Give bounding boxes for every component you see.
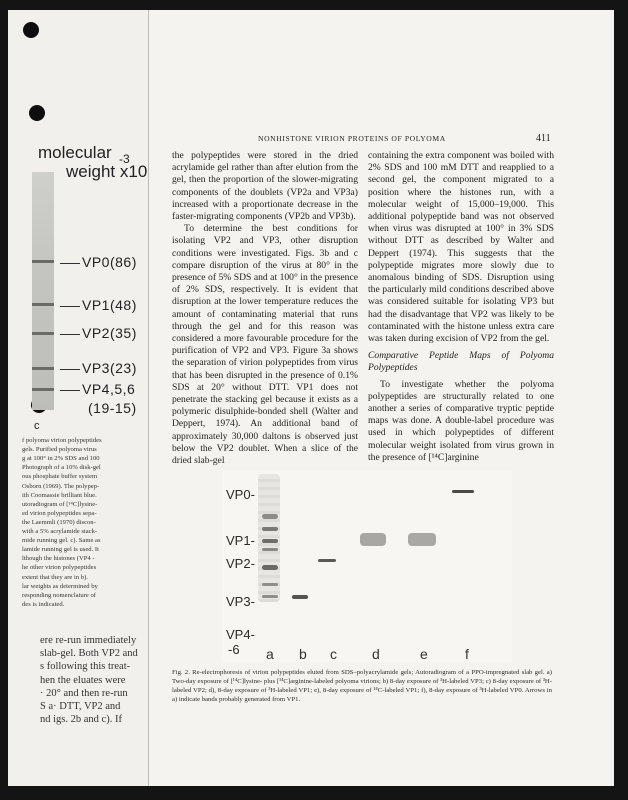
text-line: ere re-run immediately (40, 635, 137, 646)
marker-label-vp1: VP1(48) (82, 297, 137, 313)
molecular-weight-exponent: -3 (119, 152, 130, 166)
lane-a-band-vp1 (262, 514, 278, 519)
gel-label-vp3: VP3- (226, 594, 255, 609)
text-line: slab-gel. Both VP2 and (40, 648, 138, 660)
gel-band-vp0 (32, 260, 54, 263)
lane-label-f: f (465, 646, 469, 662)
page-number: 411 (536, 133, 551, 144)
legend-line: responding nomenclature of (22, 591, 96, 599)
gel-label-vp2: VP2- (226, 556, 255, 571)
lane-a-band (262, 527, 278, 531)
marker-arrow-vp0 (60, 263, 80, 264)
legend-line: ith Coomassie brilliant blue. (22, 491, 97, 499)
lane-e-band-vp1 (408, 533, 436, 546)
section-subheading: Comparative Peptide Maps of Polyoma Polypeptides (368, 350, 554, 374)
marker-label-vp2: VP2(35) (82, 325, 137, 341)
legend-line: ous phosphate buffer system (22, 473, 98, 481)
lane-a-band-vp4 (262, 595, 278, 598)
left-text-column (172, 150, 358, 467)
legend-line: Photograph of a 10% disk-gel (22, 464, 101, 472)
lane-b-band-vp3 (292, 595, 308, 599)
marker-label-vp4-6: VP4,5,6 (82, 381, 136, 397)
lane-c-band-vp2 (318, 559, 336, 562)
legend-line: f polyoma virion polypeptides (22, 437, 102, 444)
lane-label-c: c (330, 646, 337, 662)
lane-label-e: e (420, 646, 428, 662)
lane-a-band (262, 548, 278, 551)
lane-label-a: a (266, 646, 274, 662)
gel-label-vp1: VP1- (226, 533, 255, 548)
gel-band-vp4 (32, 388, 54, 391)
paragraph: the polypeptides were stored in the dried acrylamide gel rather than after elution from the gel, then the proportion of the slower-migrating components of the doublets (VP2a and VP3a) increased with a proportionate decrease in the faster-migrating components (VP2b and VP3b). (172, 150, 358, 223)
gel-band-vp2 (32, 332, 54, 335)
legend-line: he other virion polypeptides (22, 564, 97, 572)
text-line: nd igs. 2b and c). If (40, 714, 122, 726)
marker-label-vp4-6-range: (19-15) (88, 400, 137, 416)
marker-label-vp3: VP3(23) (82, 360, 137, 376)
punch-hole-top (23, 22, 39, 38)
text-line: hen the eluates were (40, 674, 126, 686)
lane-label-d: d (372, 646, 380, 662)
marker-arrow-vp2 (60, 334, 80, 335)
paragraph: To determine the best conditions for isolating VP2 and VP3, other disruption conditions were investigated. Figs. 3b and c compare disruption of the virus at 80° in the presence of 5% SDS and at 100° in the presence of 2% SDS, respectively. It is evident that disruption at the lower temperature reduces the amount of contaminating material that runs through the gel and for this reason was considered a more favourable procedure for the purification of VP2 and VP3. Figure 3a shows the separation of virion polypeptides from virus that has been disrupted in the presence of 0.1% SDS at 20° without DTT. VP1 does not penetrate the stacking gel because it exists as a polymeric disulphide-bonded shell (Walter and Deppert, 1974). An additional band of approximately 30,000 daltons is observed just below the VP2 doublet. When a slice of the dried slab-gel (172, 223, 358, 467)
figure2-gel-image (222, 470, 512, 662)
panel-label: c (34, 420, 40, 432)
paragraph: containing the extra component was boiled with 2% SDS and 100 mM DTT and reapplied to a second gel, the component migrated to a position where the histones run, with a molecular weight of 15,000–19,000. This additional polypeptide band was not observed when virus was disrupted at 100° in 3% SDS without DTT as described by Walter and Deppert (1974). This suggests that the polypeptide migrates more slowly due to anomalous binding of SDS. Disruption using the particularly mild conditions described above was considered suitable for isolating VP3 but had the disadvantage that VP2 was likely to be contaminated with the histone unless extra care was taken during excision of VP2 from the gel. (368, 150, 554, 345)
lane-label-b: b (299, 646, 307, 662)
legend-line: lthough the histones (VP4 - (22, 555, 95, 563)
legend-line: the Laemmli (1970) discon- (22, 518, 96, 526)
figure2-caption: Fig. 2. Re-electrophoresis of virion polypeptides eluted from SDS–polyacrylamide gels; Autoradiogram of a PPO-impregnated slab gel. a) Two-day exposure of [¹⁴C]lysine- plus [¹⁴C]arginine-labeled polyoma virions; b) 8-day exposure of ³H-labeled VP3; c) 8-day exposure of ³H-labeled VP2; d), 8-day exposure of ³H-labeled VP1; e), 8-day exposure of ¹⁴C-labeled VP1; f), 8-day exposure of ³H-labeled VP0. Arrows in a) indicate bands probably generated from VP1. (172, 669, 552, 703)
right-text-column (368, 150, 554, 464)
molecular-weight-title: molecular (38, 143, 112, 162)
marker-label-vp0: VP0(86) (82, 254, 137, 270)
gel-label-vp0: VP0- (226, 487, 255, 502)
disk-gel-strip (32, 172, 54, 410)
marker-arrow-vp4 (60, 390, 80, 391)
lane-d-band-vp1 (360, 533, 386, 546)
paragraph: To investigate whether the polyoma polypeptides are structurally related to one another a series of comparative tryptic peptide maps was done. A double-label procedure was used in which polypeptides of different molecular weight isolated from virus grown in the presence of [¹⁴C]arginine (368, 378, 554, 463)
gel-band-vp1 (32, 303, 54, 306)
lane-a-band-vp2 (262, 539, 278, 543)
legend-line: des is indicated. (22, 600, 65, 608)
punch-hole-upper (29, 105, 45, 121)
legend-line: with a 5% acrylamide stack- (22, 528, 98, 535)
gel-label-vp4: VP4- (226, 627, 255, 642)
text-line: · 20° and then re-run (40, 687, 128, 699)
legend-line: mide running gel. c). Same as (22, 537, 101, 545)
text-line: s following this treat- (40, 661, 131, 673)
legend-line: utoradiogram of [¹⁴C]lysine- (22, 500, 98, 508)
lane-a-band-vp3 (262, 565, 278, 570)
legend-line: lamide running gel is used. It (22, 546, 99, 554)
legend-line: g at 100° in 2% SDS and 100 (22, 455, 100, 463)
marker-arrow-vp1 (60, 306, 80, 307)
legend-line: Osborn (1969). The polypep- (22, 482, 100, 490)
legend-line: lar weights as determined by (22, 582, 98, 590)
legend-line: gels. Purified polyoma virus (22, 446, 97, 454)
running-title: NONHISTONE VIRION PROTEINS OF POLYOMA (258, 134, 446, 143)
lane-a-band (262, 583, 278, 586)
marker-arrow-vp3 (60, 369, 80, 370)
legend-line: extent that they are in b). (22, 573, 88, 581)
text-line: S a· DTT, VP2 and (40, 701, 121, 712)
legend-line: ed virion polypeptides sepa- (22, 509, 97, 517)
gel-label-vp6: -6 (228, 642, 240, 657)
molecular-weight-subtitle: weight x10 (66, 162, 148, 181)
gel-band-vp3 (32, 367, 54, 370)
lane-f-band-vp0 (452, 490, 474, 493)
